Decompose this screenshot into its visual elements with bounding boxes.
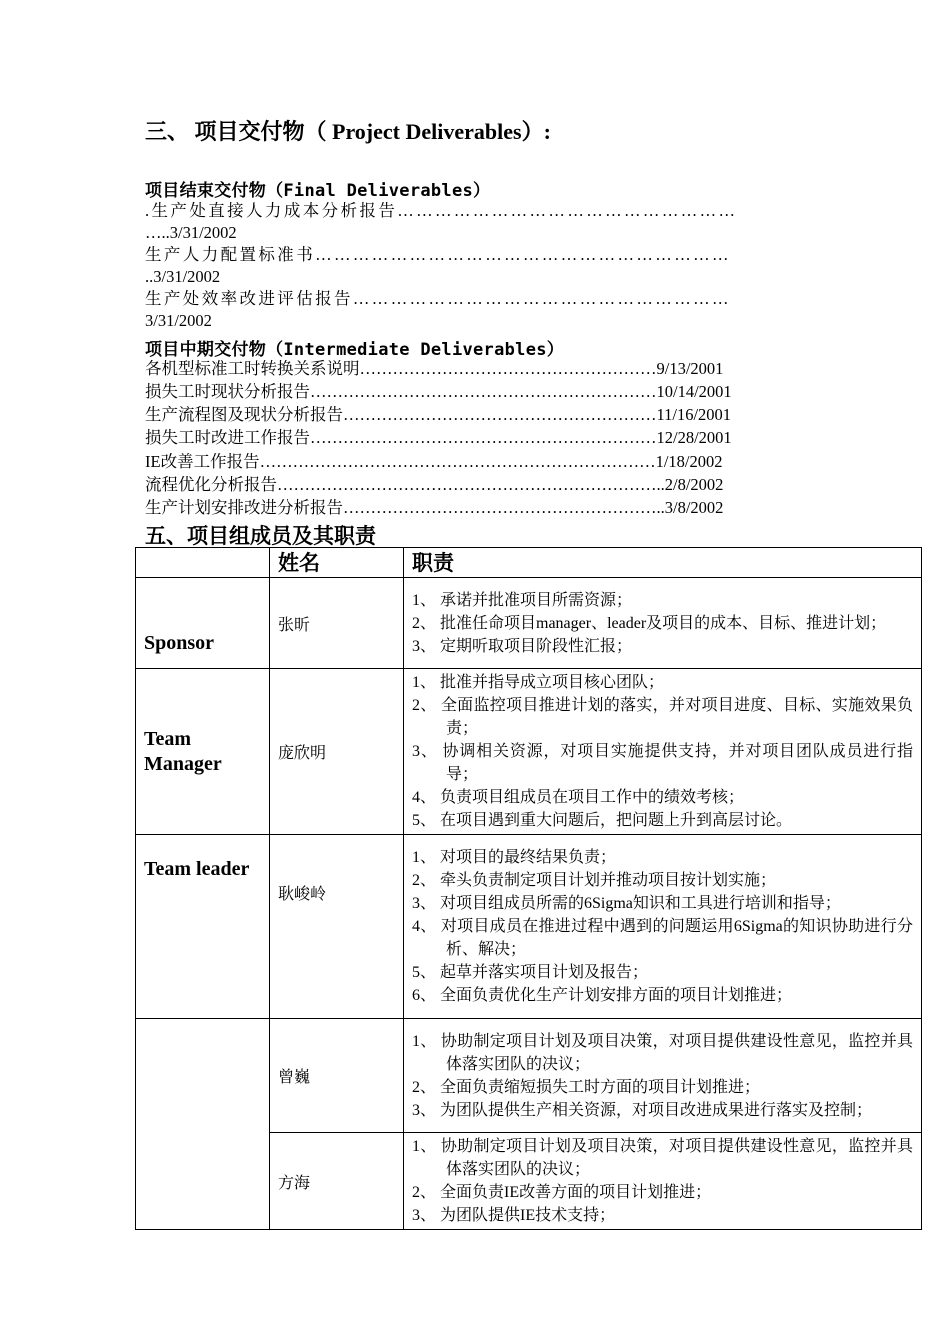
duty-item: 1、 协助制定项目计划及项目决策，对项目提供建设性意见，监控并具体落实团队的决议； [412,1032,913,1073]
duty-item: 1、 承诺并批准项目所需资源； [412,591,633,609]
header-role [136,548,270,578]
name-cell: 耿峻岭 [270,835,404,1019]
header-duties: 职责 [404,548,922,578]
section-5-title: 五、项目组成员及其职责 [145,524,376,548]
duties-cell [404,669,922,835]
duty-item: 3、 对项目组成员所需的6Sigma知识和工具进行培训和指导； [412,895,841,912]
duty-item: 6、 全面负责优化生产计划安排方面的项目计划推进； [412,987,793,1004]
final-deliverable-line: .生产处直接人力成本分析报告……………………………………………… [145,201,738,220]
duty-item: 3、 为团队提供IE技术支持； [412,1207,616,1224]
intermediate-deliverable-line: 生产流程图及现状分析报告…………………………………………………11/16/2001 [145,405,732,424]
name-cell: 庞欣明 [270,669,404,835]
table-row [136,669,922,835]
duty-item: 5、 起草并落实项目计划及报告； [412,964,649,981]
duty-item: 2、 全面负责缩短损失工时方面的项目计划推进； [412,1078,761,1096]
intermediate-deliverable-line: 各机型标准工时转换关系说明………………………………………………9/13/2001 [145,359,724,378]
intermediate-deliverable-line: IE改善工作报告………………………………………………………………1/18/2002 [145,452,723,471]
duty-item: 1、 批准并指导成立项目核心团队； [412,674,665,691]
duty-item: 4、 负责项目组成员在项目工作中的绩效考核； [412,789,745,806]
role-cell: Team Manager [136,669,270,835]
table-row [136,835,922,1019]
duty-item: 1、 协助制定项目计划及项目决策，对项目提供建设性意见，监控并具体落实团队的决议； [412,1138,913,1178]
final-deliverable-date: …..3/31/2002 [145,223,237,242]
duty-item: 3、 定期听取项目阶段性汇报； [412,637,633,655]
duty-item: 2、 牵头负责制定项目计划并推动项目按计划实施； [412,872,777,889]
intermediate-deliverables-heading: 项目中期交付物（Intermediate Deliverables） [145,340,565,360]
duty-item: 1、 对项目的最终结果负责； [412,849,617,866]
intermediate-deliverable-line: 损失工时改进工作报告………………………………………………………12/28/2001 [145,428,732,447]
header-name: 姓名 [270,548,404,578]
duties-cell [404,835,922,1019]
duty-item: 2、 批准任命项目manager、leader及项目的成本、目标、推进计划； [412,614,887,632]
intermediate-deliverable-line: 生产计划安排改进分析报告…………………………………………………..3/8/2002 [145,498,724,517]
final-deliverable-date: 3/31/2002 [145,311,212,330]
duties-cell [404,1019,922,1133]
name-cell: 张昕 [270,578,404,669]
duty-item: 3、 为团队提供生产相关资源，对项目改进成果进行落实及控制； [412,1101,873,1119]
role-cell: Sponsor [136,578,270,669]
section-3-title: 三、 项目交付物（ Project Deliverables）: [145,119,551,144]
intermediate-deliverable-line: 损失工时现状分析报告………………………………………………………10/14/2001 [145,382,732,401]
role-cell: Team leader [136,835,270,1019]
final-deliverable-line: 生产人力配置标准书………………………………………………………… [145,245,731,264]
final-deliverable-line: 生产处效率改进评估报告…………………………………………………… [145,289,731,308]
role-cell [136,1019,270,1230]
name-cell: 曾巍 [270,1019,404,1133]
duty-item: 4、 对项目成员在推进过程中遇到的问题运用6Sigma的知识协助进行分析、解决； [412,918,913,958]
intermediate-deliverable-line: 流程优化分析报告……………………………………………………………..2/8/2002 [145,475,724,494]
duties-cell [404,1133,922,1230]
table-row [136,578,922,669]
duty-item: 2、 全面负责IE改善方面的项目计划推进； [412,1184,712,1201]
duty-item: 3、 协调相关资源，对项目实施提供支持，并对项目团队成员进行指导； [412,743,913,783]
name-cell: 方海 [270,1133,404,1230]
team-roles-table [135,547,922,1230]
duties-cell [404,578,922,669]
duty-item: 5、 在项目遇到重大问题后，把问题上升到高层讨论。 [412,812,793,829]
final-deliverable-date: ..3/31/2002 [145,267,221,286]
table-header-row [136,548,922,578]
duty-item: 2、 全面监控项目推进计划的落实，并对项目进度、目标、实施效果负责； [412,697,913,737]
final-deliverables-heading: 项目结束交付物（Final Deliverables） [145,181,491,201]
table-row [136,1019,922,1133]
